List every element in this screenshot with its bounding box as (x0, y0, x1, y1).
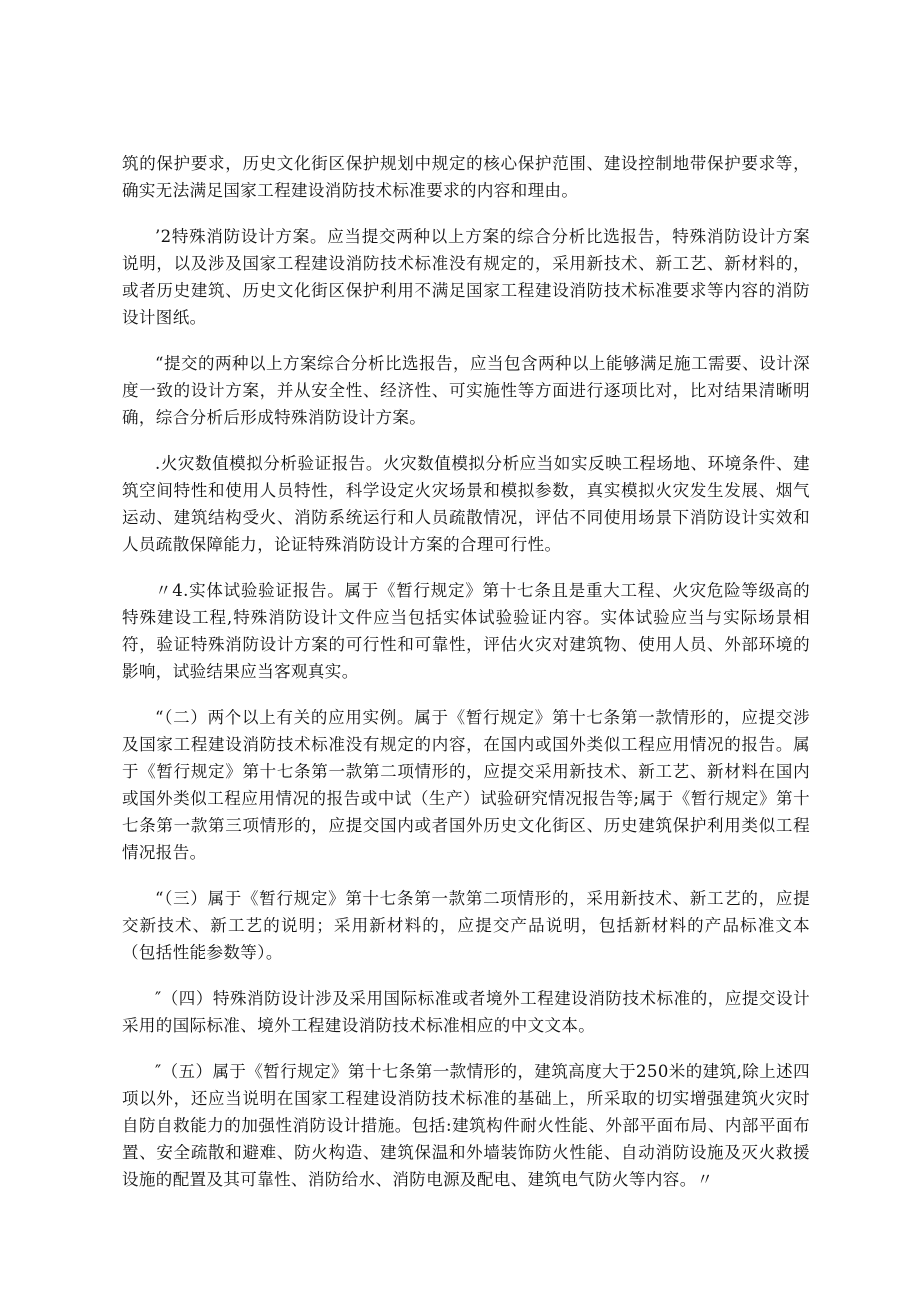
paragraph-new-technology-description: “（三）属于《暂行规定》第十七条第一款第二项情形的，采用新技术、新工艺的，应提交新技术、新工艺的说明；采用新材料的，应提交产品说明，包括新材料的产品标准文本（包括性能参数等）。 (122, 889, 810, 962)
document-body (122, 150, 810, 1212)
paragraph-continuation: 筑的保护要求，历史文化街区保护规划中规定的核心保护范围、建设控制地带保护要求等，确实无法满足国家工程建设消防技术标准要求的内容和理由。 (122, 154, 810, 200)
paragraph-international-standards: ″（四）特殊消防设计涉及采用国际标准或者境外工程建设消防技术标准的，应提交设计采用的国际标准、境外工程建设消防技术标准相应的中文文本。 (122, 989, 810, 1035)
paragraph-high-rise-measures: ″（五）属于《暂行规定》第十七条第一款情形的，建筑高度大于250米的建筑,除上述四项以外，还应当说明在国家工程建设消防技术标准的基础上，所采取的切实增强建筑火灾时自防自救能力的加强性消防设计措施。包括:建筑构件耐火性能、外部平面布局、内部平面布置、安全疏散和避难、防火构造、建筑保温和外墙装饰防火性能、自动消防设施及灭火救援设施的配置及其可靠性、消防给水、消防电源及配电、建筑电气防火等内容。〃 (122, 1062, 810, 1189)
paragraph-comparison-report: “提交的两种以上方案综合分析比选报告，应当包含两种以上能够满足施工需要、设计深度一致的设计方案，并从安全性、经济性、可实施性等方面进行逐项比对，比对结果清晰明确，综合分析后形成特殊消防设计方案。 (122, 354, 810, 427)
paragraph-application-examples: “（二）两个以上有关的应用实例。属于《暂行规定》第十七条第一款情形的，应提交涉及国家工程建设消防技术标准没有规定的内容，在国内或国外类似工程应用情况的报告。属于《暂行规定》第十七条第一款第二项情形的，应提交采用新技术、新工艺、新材料在国内或国外类似工程应用情况的报告或中试（生产）试验研究情况报告等;属于《暂行规定》第十七条第一款第三项情形的，应提交国内或者国外历史文化街区、历史建筑保护利用类似工程情况报告。 (122, 708, 810, 862)
paragraph-special-fire-design-plan: ’2特殊消防设计方案。应当提交两种以上方案的综合分析比选报告，特殊消防设计方案说明，以及涉及国家工程建设消防技术标准没有规定的，采用新技术、新工艺、新材料的，或者历史建筑、历史文化街区保护利用不满足国家工程建设消防技术标准要求等内容的消防设计图纸。 (122, 227, 810, 327)
paragraph-physical-test-report: 〃4.实体试验验证报告。属于《暂行规定》第十七条且是重大工程、火灾危险等级高的特殊建设工程,特殊消防设计文件应当包括实体试验验证内容。实体试验应当与实际场景相符，验证特殊消防设计方案的可行性和可靠性，评估火灾对建筑物、使用人员、外部环境的影响，试验结果应当客观真实。 (122, 581, 810, 681)
paragraph-fire-simulation-report: .火灾数值模拟分析验证报告。火灾数值模拟分析应当如实反映工程场地、环境条件、建筑空间特性和使用人员特性，科学设定火灾场景和模拟参数，真实模拟火灾发生发展、烟气运动、建筑结构受火、消防系统运行和人员疏散情况，评估不同使用场景下消防设计实效和人员疏散保障能力，论证特殊消防设计方案的合理可行性。 (122, 454, 810, 554)
